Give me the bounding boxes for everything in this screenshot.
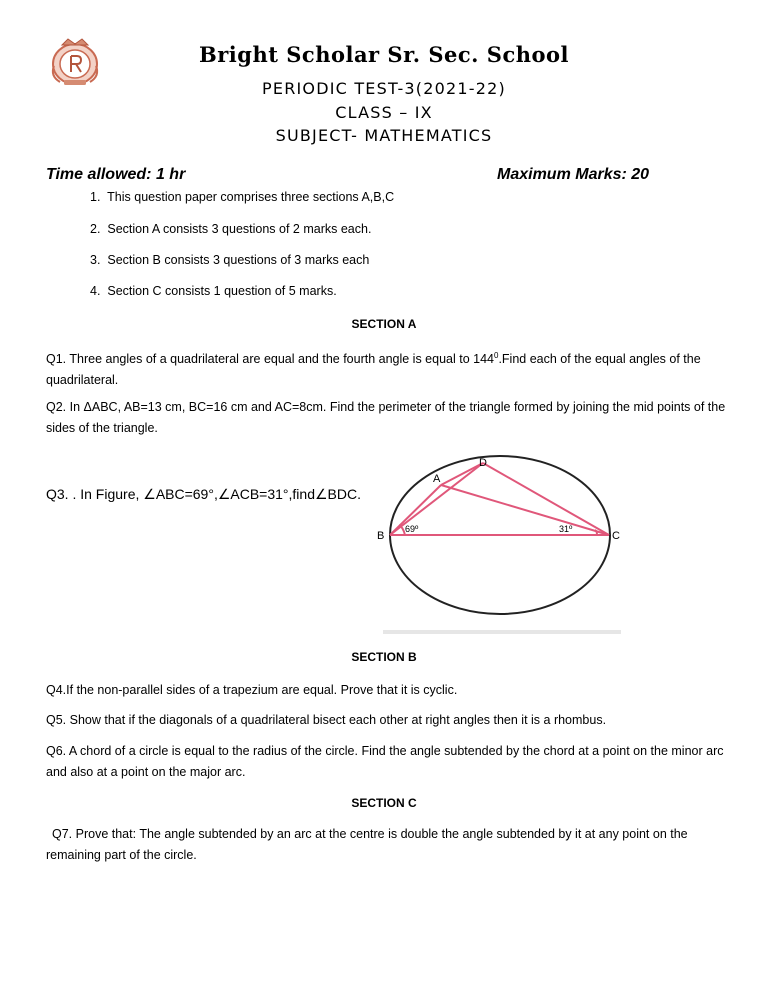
question-5: Q5. Show that if the diagonals of a quadrilateral bisect each other at right angles then it is a rhombus. (46, 713, 607, 727)
instruction-text: This question paper comprises three sections A,B,C (107, 190, 395, 204)
figure-underline (383, 630, 621, 634)
instruction-number: 3. (90, 253, 101, 267)
section-c-heading: SECTION C (351, 796, 417, 810)
test-title: PERIODIC TEST-3(2021-22) (262, 79, 506, 98)
degree-superscript: 0 (494, 351, 499, 360)
instruction-text: Section C consists 1 question of 5 marks. (107, 284, 337, 298)
instruction-number: 2. (90, 222, 101, 236)
question-7: Q7. Prove that: The angle subtended by an arc at the centre is double the angle subtended by it at any point on the remaining part of the circle. (46, 827, 688, 862)
question-4: Q4.If the non-parallel sides of a trapezium are equal. Prove that it is cyclic. (46, 683, 458, 697)
question-6: Q6. A chord of a circle is equal to the radius of the circle. Find the angle subtended by the chord at a point on the minor arc and also at a point on the major arc. (46, 744, 724, 779)
instruction-item (90, 190, 394, 204)
chord-ac (441, 485, 609, 535)
instruction-text: Section A consists 3 questions of 2 marks each. (107, 222, 372, 236)
label-a: A (433, 473, 441, 485)
question-1-text: Q1. Three angles of a quadrilateral are equal and the fourth angle is equal to 144 (46, 352, 494, 367)
angle-c-label: 31º (559, 524, 573, 534)
instruction-text: Section B consists 3 questions of 3 marks each (107, 253, 370, 267)
label-b: B (377, 530, 385, 542)
class-title: CLASS – IX (335, 103, 433, 122)
instruction-item (90, 253, 369, 267)
subject-title: SUBJECT- MATHEMATICS (275, 126, 493, 145)
instruction-item (90, 284, 337, 298)
circle-figure (377, 455, 623, 637)
question-3: Q3. . In Figure, ∠ABC=69°,∠ACB=31°,find∠BDC. (46, 486, 361, 502)
instruction-number: 1. (90, 190, 101, 204)
section-a-heading: SECTION A (351, 317, 417, 331)
question-1-text-cont: .Find each of the equal angles of the quadrilateral. (46, 352, 701, 388)
label-c: C (612, 530, 620, 542)
question-2: Q2. In ΔABC, AB=13 cm, BC=16 cm and AC=8cm. Find the perimeter of the triangle formed by joining the mid points of the sides of the triangle. (46, 400, 726, 435)
label-d: D (479, 457, 487, 469)
time-allowed: Time allowed: 1 hr (46, 166, 186, 183)
school-name: Bright Scholar Sr. Sec. School (198, 42, 569, 67)
section-b-heading: SECTION B (351, 650, 417, 664)
chord-dc (483, 463, 609, 535)
instruction-item (90, 222, 371, 236)
maximum-marks: Maximum Marks: 20 (497, 166, 650, 183)
question-1 (46, 345, 726, 391)
instruction-number: 4. (90, 284, 101, 298)
angle-b-label: 69º (405, 524, 419, 534)
